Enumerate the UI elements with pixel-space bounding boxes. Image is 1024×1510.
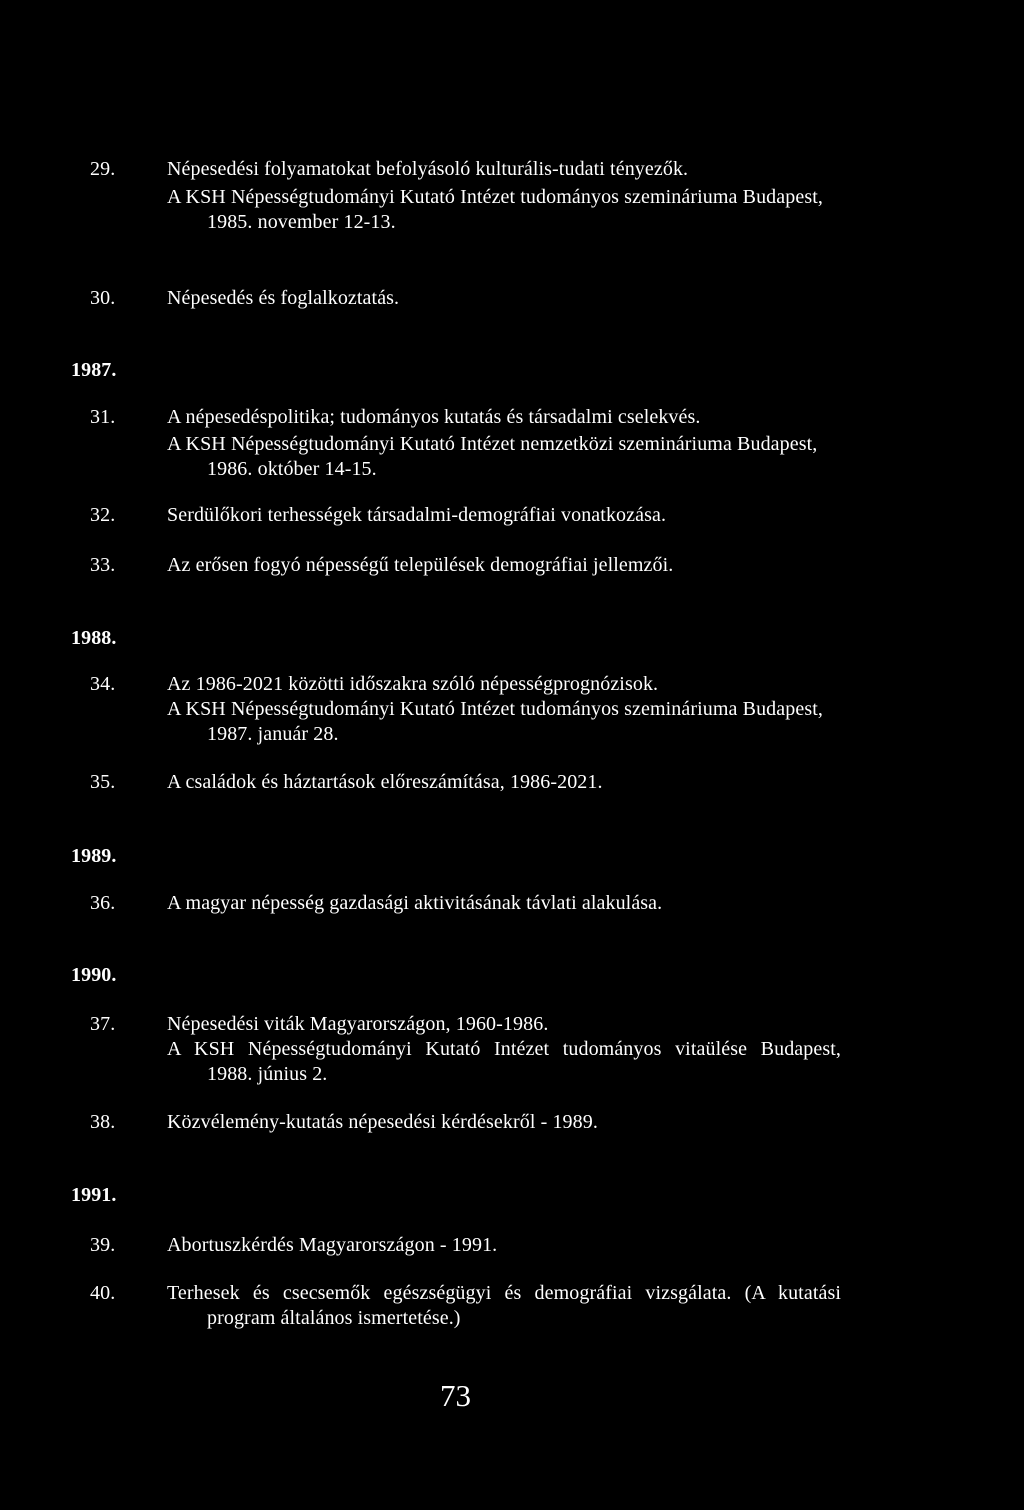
entry-29-title: Népesedési folyamatokat befolyásoló kulturális-tudati tényezők. <box>167 158 689 180</box>
entry-29-number: 29. <box>90 158 116 180</box>
entry-32-title: Serdülőkori terhességek társadalmi-demográfiai vonatkozása. <box>167 504 667 526</box>
entry-38-title: Közvélemény-kutatás népesedési kérdésekről - 1989. <box>167 1111 598 1133</box>
entry-33-title: Az erősen fogyó népességű települések demográfiai jellemzői. <box>167 554 674 576</box>
year-heading-1991: 1991. <box>71 1184 117 1206</box>
entry-40-title: Terhesek és csecsemők egészségügyi és demográfiai vizsgálata. (A kutatási <box>167 1282 841 1304</box>
entry-36-title: A magyar népesség gazdasági aktivitásának távlati alakulása. <box>167 892 663 914</box>
year-heading-1990: 1990. <box>71 964 117 986</box>
entry-31-title: A népesedéspolitika; tudományos kutatás és társadalmi cselekvés. <box>167 406 701 428</box>
entry-34-date: 1987. január 28. <box>207 723 339 745</box>
entry-37-date: 1988. június 2. <box>207 1063 328 1085</box>
entry-37-title: Népesedési viták Magyarországon, 1960-1986. <box>167 1013 549 1035</box>
entry-33-number: 33. <box>90 554 116 576</box>
page-number: 73 <box>440 1378 471 1413</box>
entry-32-number: 32. <box>90 504 116 526</box>
entry-40-continuation: program általános ismertetése.) <box>207 1307 461 1329</box>
entry-34-venue: A KSH Népességtudományi Kutató Intézet tudományos szemináriuma Budapest, <box>167 698 823 720</box>
entry-40-number: 40. <box>90 1282 116 1304</box>
entry-31-venue: A KSH Népességtudományi Kutató Intézet nemzetközi szemináriuma Budapest, <box>167 433 818 455</box>
entry-29-date: 1985. november 12-13. <box>207 211 396 233</box>
entry-37-number: 37. <box>90 1013 116 1035</box>
entry-35-title: A családok és háztartások előreszámítása, 1986-2021. <box>167 771 603 793</box>
entry-29-venue: A KSH Népességtudományi Kutató Intézet tudományos szemináriuma Budapest, <box>167 186 823 208</box>
entry-38-number: 38. <box>90 1111 116 1133</box>
year-heading-1987: 1987. <box>71 359 117 381</box>
entry-39-title: Abortuszkérdés Magyarországon - 1991. <box>167 1234 498 1256</box>
entry-34-title: Az 1986-2021 közötti időszakra szóló népességprognózisok. <box>167 673 659 695</box>
entry-34-number: 34. <box>90 673 116 695</box>
entry-31-number: 31. <box>90 406 116 428</box>
year-heading-1988: 1988. <box>71 627 117 649</box>
entry-39-number: 39. <box>90 1234 116 1256</box>
entry-31-date: 1986. október 14-15. <box>207 458 377 480</box>
entry-36-number: 36. <box>90 892 116 914</box>
year-heading-1989: 1989. <box>71 845 117 867</box>
entry-37-venue: A KSH Népességtudományi Kutató Intézet tudományos vitaülése Budapest, <box>167 1038 841 1060</box>
entry-30-number: 30. <box>90 287 116 309</box>
entry-35-number: 35. <box>90 771 116 793</box>
entry-30-title: Népesedés és foglalkoztatás. <box>167 287 400 309</box>
